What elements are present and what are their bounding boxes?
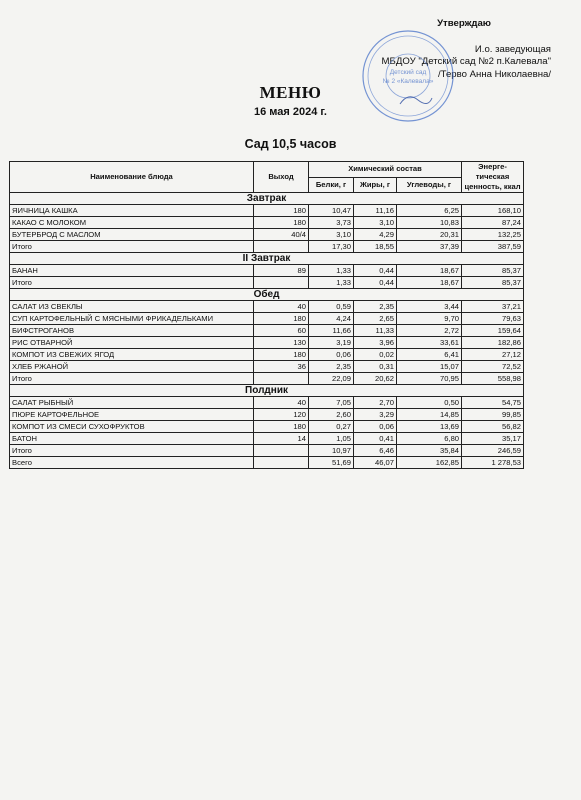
section-row — [10, 253, 524, 265]
fat-cell: 0,44 — [354, 265, 397, 277]
dish-name-cell: КАКАО С МОЛОКОМ — [10, 217, 254, 229]
carbs-cell: 162,85 — [397, 457, 462, 469]
protein-cell: 0,27 — [309, 421, 354, 433]
yield-cell: 180 — [254, 349, 309, 361]
protein-cell: 22,09 — [309, 373, 354, 385]
col-name-header: Наименование блюда — [10, 162, 254, 193]
table-row — [10, 265, 524, 277]
dish-name-cell: РИС ОТВАРНОЙ — [10, 337, 254, 349]
protein-cell: 7,05 — [309, 397, 354, 409]
protein-cell: 3,73 — [309, 217, 354, 229]
protein-cell: 10,97 — [309, 445, 354, 457]
carbs-cell: 6,80 — [397, 433, 462, 445]
dish-name-cell: САЛАТ ИЗ СВЕКЛЫ — [10, 301, 254, 313]
yield-cell: 60 — [254, 325, 309, 337]
energy-cell: 79,63 — [462, 313, 524, 325]
total-row — [10, 445, 524, 457]
total-label: Итого — [10, 373, 254, 385]
yield-cell: 180 — [254, 421, 309, 433]
section-title: II Завтрак — [10, 253, 524, 265]
protein-cell: 0,06 — [309, 349, 354, 361]
energy-cell: 246,59 — [462, 445, 524, 457]
carbs-cell: 37,39 — [397, 241, 462, 253]
yield-cell: 40 — [254, 301, 309, 313]
yield-cell — [254, 445, 309, 457]
dish-name-cell: БИФСТРОГАНОВ — [10, 325, 254, 337]
carbs-cell: 18,67 — [397, 265, 462, 277]
yield-cell: 180 — [254, 313, 309, 325]
yield-cell: 40 — [254, 397, 309, 409]
energy-cell: 387,59 — [462, 241, 524, 253]
table-row — [10, 433, 524, 445]
fat-cell: 3,96 — [354, 337, 397, 349]
yield-cell: 40/4 — [254, 229, 309, 241]
fat-cell: 2,65 — [354, 313, 397, 325]
fat-cell: 0,02 — [354, 349, 397, 361]
protein-cell: 4,24 — [309, 313, 354, 325]
carbs-cell: 20,31 — [397, 229, 462, 241]
carbs-cell: 15,07 — [397, 361, 462, 373]
energy-cell: 1 278,53 — [462, 457, 524, 469]
dish-name-cell: БАТОН — [10, 433, 254, 445]
carbs-cell: 35,84 — [397, 445, 462, 457]
grand-total-label: Всего — [10, 457, 254, 469]
fat-cell: 3,10 — [354, 217, 397, 229]
protein-cell: 11,66 — [309, 325, 354, 337]
protein-cell: 0,59 — [309, 301, 354, 313]
fat-cell: 46,07 — [354, 457, 397, 469]
table-row — [10, 205, 524, 217]
col-protein-header: Белки, г — [309, 177, 354, 193]
protein-cell: 51,69 — [309, 457, 354, 469]
section-row — [10, 289, 524, 301]
menu-subtitle: Сад 10,5 часов — [244, 137, 337, 151]
energy-cell: 27,12 — [462, 349, 524, 361]
protein-cell: 1,05 — [309, 433, 354, 445]
section-row — [10, 193, 524, 205]
carbs-cell: 13,69 — [397, 421, 462, 433]
protein-cell: 2,35 — [309, 361, 354, 373]
carbs-cell: 18,67 — [397, 277, 462, 289]
energy-cell: 85,37 — [462, 265, 524, 277]
total-label: Итого — [10, 241, 254, 253]
table-row — [10, 301, 524, 313]
energy-cell: 37,21 — [462, 301, 524, 313]
yield-cell: 180 — [254, 217, 309, 229]
carbs-cell: 14,85 — [397, 409, 462, 421]
table-row — [10, 397, 524, 409]
fat-cell: 4,29 — [354, 229, 397, 241]
total-label: Итого — [10, 445, 254, 457]
total-row — [10, 277, 524, 289]
fat-cell: 3,29 — [354, 409, 397, 421]
col-fat-header: Жиры, г — [354, 177, 397, 193]
fat-cell: 11,33 — [354, 325, 397, 337]
protein-cell: 2,60 — [309, 409, 354, 421]
table-row — [10, 313, 524, 325]
energy-cell: 99,85 — [462, 409, 524, 421]
dish-name-cell: САЛАТ РЫБНЫЙ — [10, 397, 254, 409]
fat-cell: 0,31 — [354, 361, 397, 373]
grand-total-row — [10, 457, 524, 469]
table-row — [10, 421, 524, 433]
carbs-cell: 3,44 — [397, 301, 462, 313]
col-chem-header: Химический состав — [309, 162, 462, 178]
protein-cell: 3,19 — [309, 337, 354, 349]
fat-cell: 18,55 — [354, 241, 397, 253]
menu-body — [10, 193, 524, 469]
dish-name-cell: БАНАН — [10, 265, 254, 277]
fat-cell: 6,46 — [354, 445, 397, 457]
carbs-cell: 6,41 — [397, 349, 462, 361]
carbs-cell: 70,95 — [397, 373, 462, 385]
energy-cell: 558,98 — [462, 373, 524, 385]
energy-cell: 159,64 — [462, 325, 524, 337]
carbs-cell: 9,70 — [397, 313, 462, 325]
section-title: Завтрак — [10, 193, 524, 205]
energy-cell: 132,25 — [462, 229, 524, 241]
energy-cell: 85,37 — [462, 277, 524, 289]
energy-cell: 182,86 — [462, 337, 524, 349]
approval-title: Утверждаю — [437, 18, 491, 29]
fat-cell: 11,16 — [354, 205, 397, 217]
energy-cell: 168,10 — [462, 205, 524, 217]
dish-name-cell: КОМПОТ ИЗ СМЕСИ СУХОФРУКТОВ — [10, 421, 254, 433]
protein-cell: 17,30 — [309, 241, 354, 253]
carbs-cell: 6,25 — [397, 205, 462, 217]
fat-cell: 20,62 — [354, 373, 397, 385]
carbs-cell: 10,83 — [397, 217, 462, 229]
fat-cell: 2,35 — [354, 301, 397, 313]
yield-cell — [254, 373, 309, 385]
section-title: Обед — [10, 289, 524, 301]
table-row — [10, 325, 524, 337]
col-carbs-header: Углеводы, г — [397, 177, 462, 193]
menu-table — [9, 161, 524, 469]
protein-cell: 3,10 — [309, 229, 354, 241]
menu-date: 16 мая 2024 г. — [254, 106, 327, 118]
carbs-cell: 33,61 — [397, 337, 462, 349]
yield-cell — [254, 241, 309, 253]
dish-name-cell: ЯИЧНИЦА КАШКА — [10, 205, 254, 217]
energy-cell: 87,24 — [462, 217, 524, 229]
section-row — [10, 385, 524, 397]
energy-cell: 72,52 — [462, 361, 524, 373]
yield-cell: 120 — [254, 409, 309, 421]
fat-cell: 2,70 — [354, 397, 397, 409]
col-energy-header: Энерге-тическая ценность, ккал — [462, 162, 524, 193]
table-row — [10, 229, 524, 241]
approval-name: /Терво Анна Николаевна/ — [437, 68, 551, 80]
fat-cell: 0,44 — [354, 277, 397, 289]
carbs-cell: 2,72 — [397, 325, 462, 337]
fat-cell: 0,41 — [354, 433, 397, 445]
table-row — [10, 217, 524, 229]
yield-cell: 14 — [254, 433, 309, 445]
yield-cell: 36 — [254, 361, 309, 373]
section-title: Полдник — [10, 385, 524, 397]
dish-name-cell: СУП КАРТОФЕЛЬНЫЙ С МЯСНЫМИ ФРИКАДЕЛЬКАМИ — [10, 313, 254, 325]
total-label: Итого — [10, 277, 254, 289]
dish-name-cell: ХЛЕБ РЖАНОЙ — [10, 361, 254, 373]
total-row — [10, 373, 524, 385]
dish-name-cell: БУТЕРБРОД С МАСЛОМ — [10, 229, 254, 241]
page-title: МЕНЮ — [259, 83, 322, 102]
yield-cell — [254, 277, 309, 289]
total-row — [10, 241, 524, 253]
yield-cell — [254, 457, 309, 469]
col-yield-header: Выход — [254, 162, 309, 193]
table-row — [10, 361, 524, 373]
protein-cell: 1,33 — [309, 265, 354, 277]
yield-cell: 89 — [254, 265, 309, 277]
energy-cell: 56,82 — [462, 421, 524, 433]
carbs-cell: 0,50 — [397, 397, 462, 409]
protein-cell: 10,47 — [309, 205, 354, 217]
energy-cell: 54,75 — [462, 397, 524, 409]
protein-cell: 1,33 — [309, 277, 354, 289]
energy-cell: 35,17 — [462, 433, 524, 445]
svg-text:№ 2 «Калевала»: № 2 «Калевала» — [382, 78, 434, 85]
dish-name-cell: ПЮРЕ КАРТОФЕЛЬНОЕ — [10, 409, 254, 421]
table-row — [10, 349, 524, 361]
yield-cell: 180 — [254, 205, 309, 217]
svg-text:Детский сад: Детский сад — [389, 69, 427, 76]
approval-organization: МБДОУ "Детский сад №2 п.Калевала" — [381, 56, 551, 68]
table-row — [10, 409, 524, 421]
approval-position: И.о. заведующая — [474, 43, 551, 55]
dish-name-cell: КОМПОТ ИЗ СВЕЖИХ ЯГОД — [10, 349, 254, 361]
table-row — [10, 337, 524, 349]
fat-cell: 0,06 — [354, 421, 397, 433]
yield-cell: 130 — [254, 337, 309, 349]
